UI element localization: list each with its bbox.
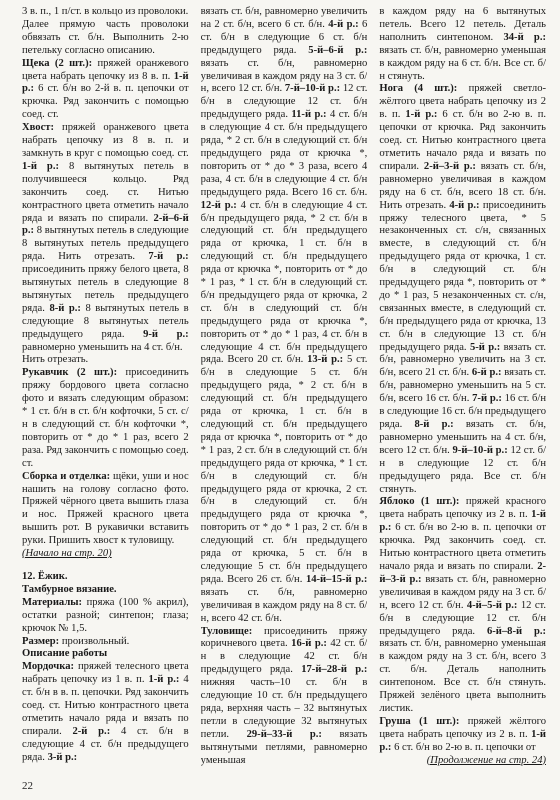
muzzle-instructions-cont: вязать ст. б/н, равномерно увеличить на 2 ст. б/н, всего 6 ст. б/н. 4-й р.: 6 ст. б/н в следующие 6 ст. б/н предыдущего ряда. 5-й–6-й р.: вязать ст. б/н, равномерно увеличивая в каждом ряду на 3 ст. б/н, всего 12 ст. б/н. 7-й–10-й р.: 12 ст. б/н в следующие 12 ст. б/н предыдущего ряда. 11-й р.: 4 ст. б/н в следующие 4 ст. б/н предыдущего ряда, * 2 ст. б/н в следующий ст. б/н предыдущего ряда от крючка *, повторить от * до * 3 раза, всего 4 раза, 4 ст. б/н в следующие 4 ст. б/н предыдущего ряда. Всего 16 ст. б/н. 12-й р.: 4 ст. б/н в следующие 4 ст. б/н предыдущего ряда, * 2 ст. б/н в следующий ст. б/н предыдущего ряда от крючка, 1 ст. б/н в следующий ст. б/н предыдущего ряда от крючка *, повторить от * до * 1 раз, * 1 ст. б/н в следующий ст. б/н предыдущего ряда от крючка, 2 ст. б/н в следующий ст. б/н предыдущего ряда от крючка *, повторить от * до * 1 раз, 4 ст. б/н в следующие 4 ст. б/н предыдущего ряда. Всего 20 ст. б/н. 13-й р.: 5 ст. б/н в следующие 5 ст. б/н предыдущего ряда, * 2 ст. б/н в следующий ст. б/н предыдущего ряда от крючка, 1 ст. б/н в следующий ст. б/н предыдущего ряда от крючка *, повторить от * до * 1 раз, 2 ст. б/н в следующий ст. б/н предыдущего ряда от крючка, * 1 ст. б/н в следующий ст. б/н предыдущего ряда от крючка, 2 ст. б/н в следующий ст. б/н предыдущего ряда от крючка *, повторить от * до * 1 раз, 2 ст. б/н в следующий ст. б/н предыдущего ряда от крючка, 5 ст. б/н в следующие 5 ст. б/н предыдущего ряда. Всего 26 ст. б/н. 14-й–15-й р.: вязать ст. б/н, равномерно увеличивая в каждом ряду на 8 ст. б/н, всего 42 ст. б/н. xyxy=(200,6,368,624)
pear-instructions: Груша (1 шт.): пряжей жёлтого цвета набрать цепочку из 2 в. п. 1-й р.: 6 ст. б/н во 2-ю в. п. цепочки от xyxy=(379,715,546,753)
continuation-link[interactable]: (Продолжение на стр. 24) xyxy=(426,754,546,766)
leg-instructions: Нога (4 шт.): пряжей светло-жёлтого цвета набрать цепочку из 2 в. п. 1-й р.: 6 ст. б/н во 2-ю в. п. цепочки от крючка. Ряд закончить соед. ст. Нитью контрастного цвета отметить начало ряда и вязать по спирали. 2-й–3-й р.: вязать ст. б/н, равномерно увеличивая в каждом ряду на 6 ст. б/н, всего 18 ст. б/н. Нить отрезать. 4-й р.: присоединить пряжу телесного цвета, * 5 незаконченных ст. с/н, связанных вместе, в следующий ст. б/н предыдущего ряда от крючка, 1 ст. б/н в следующий ст. б/н предыдущего ряда *, повторить от * до * 1 раз, 5 незаконченных ст. с/н, связанных вместе, в следующий ст. б/н предыдущего ряда от крючка, 13 ст. б/н в следующие 13 ст. б/н предыдущего ряда. 5-й р.: вязать ст. б/н, равномерно увеличить на 3 ст. б/н, всего 21 ст. б/н. 6-й р.: вязать ст. б/н, равномерно уменьшить на 5 ст. б/н, всего 16 ст. б/н. 7-й р.: 16 ст. б/н в следующие 16 ст. б/н предыдущего ряда. 8-й р.: вязать ст. б/н, равномерно уменьшить на 4 ст. б/н, всего 12 ст. б/н. 9-й–10-й р.: 12 ст. б/н в следующие 12 ст. б/н предыдущего ряда. Все ст. б/н стянуть. xyxy=(379,83,546,495)
column-1 xyxy=(22,6,189,766)
assembly-instructions: Сборка и отделка: щёки, уши и нос нашить на голову согласно фото. Пряжей чёрного цвета вышить глаза и нос. Пряжей красного цвета вышить рот. В рукавички вставить руки. Пришить хвост к туловищу. xyxy=(22,470,189,547)
mitten-instructions: Рукавчик (2 шт.): присоединить пряжу бордового цвета согласно фото и вязать следующим образом: * 1 ст. б/н в ст. б/н кофточки, 5 ст. с/н в следующий ст. б/н кофточки *, повторить от * до * 1 раз, всего 2 раза. Ряд закончить с помощью соед. ст. xyxy=(22,367,189,469)
body-instructions-cont: в каждом ряду на 6 вытянутых петель. Всего 12 петель. Деталь наполнить синтепоном. 34-й р.: вязать ст. б/н, равномерно уменьшая в каждом ряду на 6 ст. б/н. Все ст. б/н стянуть. xyxy=(379,6,546,82)
tail-instructions: Хвост: пряжей оранжевого цвета набрать цепочку из 8 в. п. и замкнуть в круг с помощью соед. ст. 1-й р.: 8 вытянутых петель в получившееся кольцо. Ряд закончить соед. ст. Нитью контрастного цвета отметить начало ряда и вязать по спирали. 2-й–6-й р.: 8 вытянутых петель в следующие 8 вытянутых петель предыдущего ряда. Нить отрезать. 7-й р.: присоединить пряжу белого цвета, 8 вытянутых петель в следующие 8 вытянутых петель предыдущего ряда. 8-й р.: 8 вытянутых петель в следующие 8 вытянутых петель предыдущего ряда. 9-й р.: равномерно уменьшить на 4 ст. б/н. xyxy=(22,122,189,353)
work-description-heading: Описание работы xyxy=(22,648,108,660)
muzzle-instructions: Мордочка: пряжей телесного цвета набрать цепочку из 1 в. п. 1-й р.: 4 ст. б/н в в. п. цепочки. Ряд закончить соед. ст. Нитью контрастного цвета отметить начало ряда и вязать по спирали. 2-й р.: 4 ст. б/н в следующие 4 ст. б/н предыдущего ряда. 3-й р.: xyxy=(22,661,189,763)
column-3 xyxy=(379,6,546,766)
paragraph: 3 в. п., 1 п/ст. в кольцо из проволоки. xyxy=(22,6,189,17)
section-heading: 12. Ёжик. xyxy=(22,570,68,582)
column-2 xyxy=(201,6,368,766)
text-columns xyxy=(22,6,546,766)
cheek-instructions: Щека (2 шт.): пряжей оранжевого цвета набрать цепочку из 8 в. п. 1-й р.: 6 ст. б/н во 2-й в. п. цепочки от крючка. Ряд закончить с помощью соед. ст. xyxy=(22,57,189,121)
size: Размер: произвольный. xyxy=(22,635,130,647)
technique-label: Тамбурное вязание. xyxy=(22,583,117,595)
paragraph: Далее прямую часть проволоки обвязать ст. б/н. Выполнить 2-ю петельку согласно описанию. xyxy=(22,18,189,56)
apple-instructions: Яблоко (1 шт.): пряжей красного цвета набрать цепочку из 2 в. п. 1-й р.: 6 ст. б/н во 2-ю в. п. цепочки от крючка. Ряд закончить соед. ст. Нитью контрастного цвета отметить начало ряда и вязать по спирали. 2-й–3-й р.: вязать ст. б/н, равномерно увеличивая в каждом ряду на 3 ст. б/н, всего 12 ст. б/н. 4-й–5-й р.: 12 ст. б/н в следующие 12 ст. б/н предыдущего ряда. 6-й–8-й р.: вязать ст. б/н, равномерно уменьшая в каждом ряду на 3 ст. б/н, всего 3 ст. б/н. Деталь наполнить синтепоном. Все ст. б/н стянуть. Пряжей зелёного цвета выполнить листик. xyxy=(379,496,546,714)
page-number: 22 xyxy=(22,780,33,792)
paragraph: Нить отрезать. xyxy=(22,354,89,366)
page-reference-link[interactable]: (Начало на стр. 20) xyxy=(22,548,112,560)
materials: Материалы: пряжа (100 % акрил), остатки разной; синтепон; глаза; крючок № 1,5. xyxy=(22,596,189,634)
body-instructions: Туловище: присоединить пряжу коричневого цвета. 16-й р.: 42 ст. б/н в следующие 42 ст. б/н предыдущего ряда. 17-й–28-й р.: нижняя часть–10 ст. б/н в следующие 10 ст. б/н предыдущего ряда, верхняя часть – 32 вытянутых петли в следующие 32 вытянутых петли. 29-й–33-й р.: вязать вытянутыми петлями, равномерно уменьшая xyxy=(200,625,368,766)
